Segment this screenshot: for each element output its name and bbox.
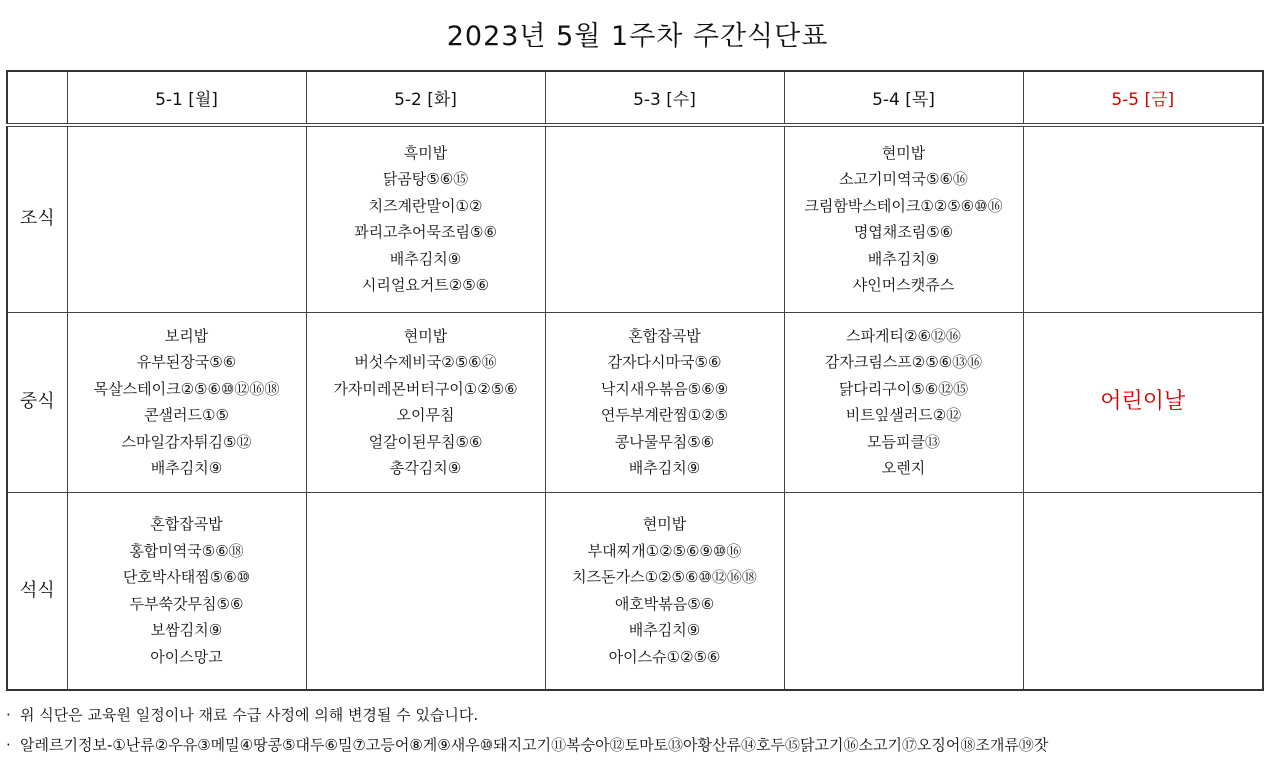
page-title: 2023년 5월 1주차 주간식단표 — [446, 21, 829, 52]
menu-cell — [67, 125, 306, 312]
dish-item: 단호박사태찜⑤⑥⑩ — [122, 568, 251, 587]
meal-label-dinner: 석식 — [7, 492, 67, 690]
notes — [6, 700, 1268, 760]
menu-cell — [306, 492, 545, 690]
dish-item: 현미밥 — [881, 143, 926, 162]
dish-item: 배추김치⑨ — [867, 249, 940, 268]
day-header-mon: 5-1 [월] — [67, 71, 306, 125]
dish-item: 배추김치⑨ — [628, 459, 701, 477]
dish-item: 현미밥 — [642, 515, 687, 534]
dish-item: 닭다리구이⑤⑥⑫⑮ — [838, 379, 969, 398]
dish-item: 홍합미역국⑤⑥⑱ — [129, 541, 244, 560]
menu-cell — [306, 312, 545, 492]
menu-cell — [1023, 312, 1263, 492]
corner-cell — [7, 71, 67, 125]
dish-item: 버섯수제비국②⑤⑥⑯ — [354, 353, 497, 371]
day-header-thu: 5-4 [목] — [784, 71, 1023, 125]
weekly-menu-table — [6, 70, 1264, 691]
dish-item: 두부쑥갓무침⑤⑥ — [129, 594, 244, 613]
dish-item: 치즈계란말이①② — [368, 196, 483, 215]
dish-item: 낙지새우볶음⑤⑥⑨ — [600, 379, 729, 398]
dish-item: 애호박볶음⑤⑥ — [614, 594, 715, 613]
menu-cell — [306, 125, 545, 312]
dish-item: 배추김치⑨ — [628, 621, 701, 640]
day-header-fri: 5-5 [금] — [1023, 71, 1263, 125]
dish-item: 닭곰탕⑤⑥⑮ — [382, 170, 469, 189]
dish-item: 연두부계란찜①②⑤ — [600, 406, 729, 424]
header-row — [7, 71, 1263, 125]
menu-cell — [67, 312, 306, 492]
dish-item: 오이무침 — [396, 406, 455, 424]
dish-item: 혼합잡곡밥 — [150, 515, 223, 534]
dish-item: 현미밥 — [403, 326, 448, 345]
menu-cell — [545, 492, 784, 690]
meal-label-breakfast: 조식 — [7, 125, 67, 312]
menu-cell — [1023, 125, 1263, 312]
dish-item: 아이스망고 — [150, 647, 223, 666]
menu-cell — [784, 125, 1023, 312]
meal-label-lunch: 중식 — [7, 312, 67, 492]
menu-cell — [784, 312, 1023, 492]
dish-item: 흑미밥 — [403, 143, 448, 162]
dish-item: 아이스슈①②⑤⑥ — [608, 647, 721, 666]
dish-item: 유부된장국⑤⑥ — [136, 353, 237, 371]
dish-item: 배추김치⑨ — [150, 459, 223, 477]
day-header-wed: 5-3 [수] — [545, 71, 784, 125]
dish-item: 소고기미역국⑤⑥⑯ — [839, 170, 968, 189]
dish-item: 크림함박스테이크①②⑤⑥⑩⑯ — [804, 196, 1003, 215]
dish-item: 부대찌개①②⑤⑥⑨⑩⑯ — [587, 541, 742, 560]
day-header-tue: 5-2 [화] — [306, 71, 545, 125]
note-change-notice — [6, 700, 1268, 730]
dish-item: 스파게티②⑥⑫⑯ — [846, 326, 961, 345]
dish-item: 치즈돈가스①②⑤⑥⑩⑫⑯⑱ — [572, 568, 757, 587]
dish-item: 콘샐러드①⑤ — [144, 406, 229, 424]
bullet: · — [6, 706, 11, 724]
dish-item: 스마일감자튀김⑤⑫ — [121, 432, 252, 451]
menu-cell — [1023, 492, 1263, 690]
dish-item: 배추김치⑨ — [389, 249, 462, 268]
dish-item: 목살스테이크②⑤⑥⑩⑫⑯⑱ — [93, 379, 280, 398]
dish-item: 명엽채조림⑤⑥ — [853, 223, 954, 242]
menu-cell — [545, 312, 784, 492]
dish-item: 콩나물무침⑤⑥ — [614, 432, 715, 451]
dish-item: 비트잎샐러드②⑫ — [845, 406, 962, 424]
holiday-label: 어린이날 — [1100, 388, 1186, 414]
dish-item: 얼갈이된무침⑤⑥ — [368, 432, 483, 451]
menu-cell — [784, 492, 1023, 690]
dish-item: 모듬피클⑬ — [867, 432, 940, 451]
dish-item: 보리밥 — [164, 326, 209, 345]
dish-item: 보쌈김치⑨ — [150, 621, 223, 640]
note-text: 알레르기정보-①난류②우유③메밀④땅콩⑤대두⑥밀⑦고등어⑧게⑨새우⑩돼지고기⑪복숭아⑫토마토⑬아황산류⑭호두⑮닭고기⑯소고기⑰오징어⑱조개류⑲잣 — [20, 736, 1049, 754]
dinner-row — [7, 492, 1263, 690]
dish-item: 오렌지 — [881, 459, 926, 477]
dish-item: 꽈리고추어묵조림⑤⑥ — [354, 223, 497, 242]
dish-item: 감자크림스프②⑤⑥⑬⑯ — [824, 353, 983, 371]
lunch-row — [7, 312, 1263, 492]
dish-item: 샤인머스캣쥬스 — [852, 276, 955, 295]
note-allergy-info — [6, 730, 1268, 760]
bullet: · — [6, 736, 11, 754]
breakfast-row — [7, 125, 1263, 312]
dish-item: 총각김치⑨ — [389, 459, 462, 477]
dish-item: 시리얼요거트②⑤⑥ — [361, 276, 490, 295]
menu-cell — [67, 492, 306, 690]
dish-item: 혼합잡곡밥 — [628, 326, 701, 345]
dish-item: 가자미레몬버터구이①②⑤⑥ — [333, 379, 518, 398]
note-text: 위 식단은 교육원 일정이나 재료 수급 사정에 의해 변경될 수 있습니다. — [20, 706, 479, 724]
menu-cell — [545, 125, 784, 312]
dish-item: 감자다시마국⑤⑥ — [607, 353, 722, 371]
